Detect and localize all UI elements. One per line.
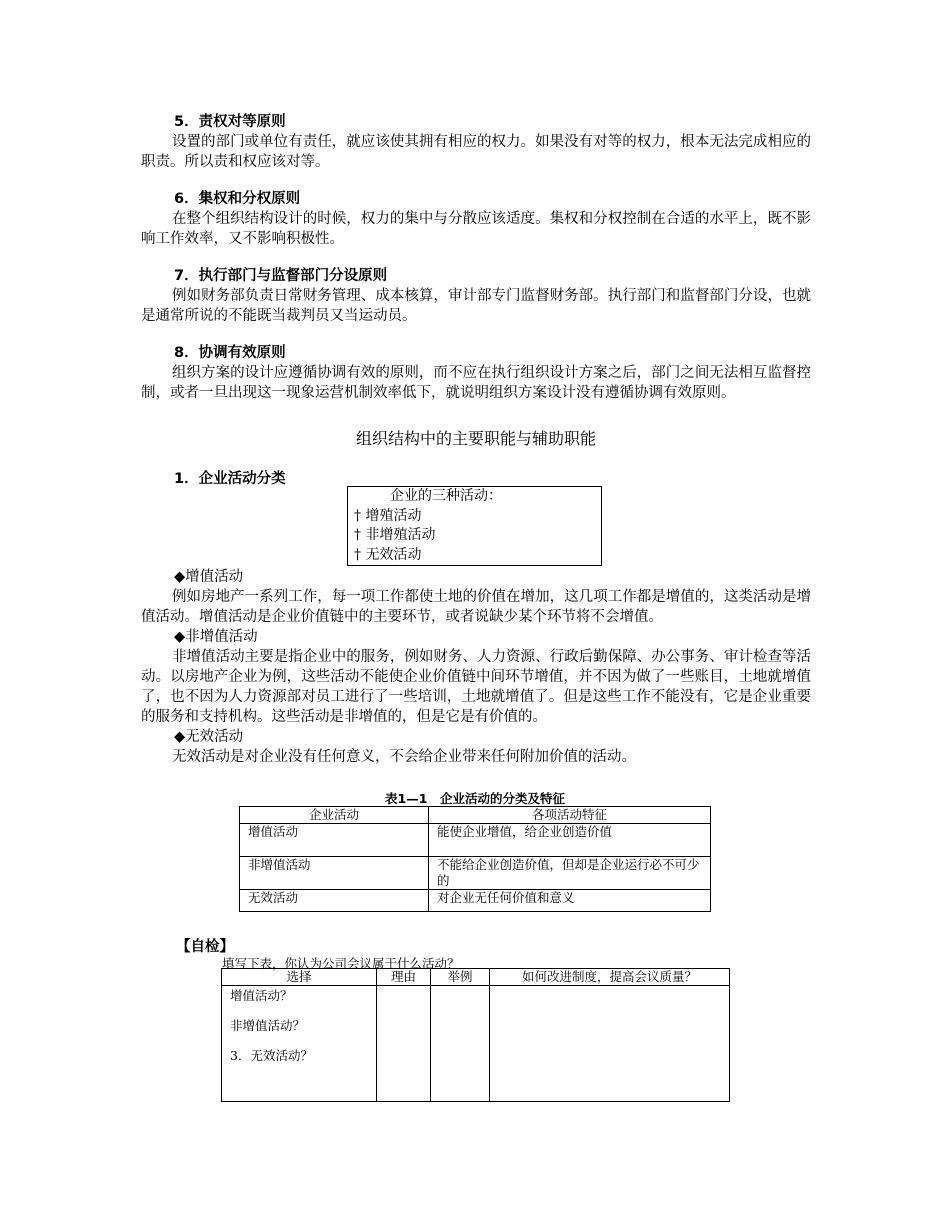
table-header-row: [240, 807, 711, 824]
activity-table: [239, 806, 711, 912]
improvement-cell[interactable]: [490, 986, 730, 1102]
table-header: 理由: [377, 969, 431, 986]
choice-cell: [222, 986, 377, 1102]
activity-body: 无效活动是对企业没有任何意义，不会给企业带来任何附加价值的活动。: [172, 749, 636, 765]
activity-title: ◆非增值活动: [174, 629, 258, 645]
table-cell: 非增值活动: [240, 857, 429, 890]
table-header: 举例: [431, 969, 490, 986]
table-row: [240, 824, 711, 857]
table-row: [240, 857, 711, 890]
section-body: 在整个组织结构设计的时候，权力的集中与分散应该适度。集权和分权控制在合适的水平上，既不影响工作效率，又不影响积极性。: [141, 211, 811, 247]
principle-5: [141, 112, 811, 172]
table-header: 各项活动特征: [429, 807, 711, 824]
activity-body: 例如房地产一系列工作，每一项工作都使土地的价值在增加，这几项工作都是增值的，这类活动是增值活动。增值活动是企业价值链中的主要环节，或者说缺少某个环节将不会增值。: [141, 589, 811, 625]
activity-title: ◆增值活动: [174, 569, 244, 585]
table-row: [222, 986, 730, 1102]
sub-heading: 1．企业活动分类: [174, 471, 286, 487]
table-row: [240, 890, 711, 912]
table-cell: 对企业无任何价值和意义: [429, 890, 711, 912]
table-header: 企业活动: [240, 807, 429, 824]
self-check-table: [221, 968, 730, 1102]
table-cell: 不能给企业创造价值，但却是企业运行必不可少的: [429, 857, 711, 890]
table-cell: 增值活动: [240, 824, 429, 857]
principle-7: [141, 266, 811, 326]
activity-descriptions: [141, 567, 811, 767]
activity-box: [347, 486, 602, 566]
reason-cell[interactable]: [377, 986, 431, 1102]
activity-box-title: 企业的三种活动：: [390, 488, 502, 504]
self-check-label: 【自检】: [176, 939, 234, 955]
section-heading: 7．执行部门与监督部门分设原则: [174, 268, 388, 284]
activity-body: 非增值活动主要是指企业中的服务，例如财务、人力资源、行政后勤保障、办公事务、审计检查等活动。以房地产企业为例，这些活动不能使企业价值链中间环节增值，并不因为做了一些账目，土地就增值了，也不因为人力资源部对员工进行了一些培训，土地就增值了。但是这些工作不能没有，它是企业重要的服务和支持机构。这些活动是非增值的，但是它是有价值的。: [141, 649, 811, 725]
self-check-prompt: 填写下表，你认为公司会议属于什么活动？: [222, 956, 460, 971]
activity-box-item: † 增殖活动: [354, 507, 422, 524]
choice-option: 增值活动？: [230, 988, 293, 1003]
activity-title: ◆无效活动: [174, 729, 244, 745]
section-body: 设置的部门或单位有责任，就应该使其拥有相应的权力。如果没有对等的权力，根本无法完成相应的职责。所以责和权应该对等。: [141, 134, 811, 170]
table-header: 选择: [222, 969, 377, 986]
example-cell[interactable]: [431, 986, 490, 1102]
table-cell: 无效活动: [240, 890, 429, 912]
choice-option: 非增值活动？: [230, 1018, 306, 1033]
principle-8: [141, 343, 811, 403]
section-body: 例如财务部负责日常财务管理、成本核算，审计部专门监督财务部。执行部门和监督部门分设，也就是通常所说的不能既当裁判员又当运动员。: [141, 288, 811, 324]
section-heading: 6．集权和分权原则: [174, 191, 301, 207]
section-heading: 5．责权对等原则: [174, 114, 286, 130]
section-heading: 8．协调有效原则: [174, 345, 286, 361]
section-body: 组织方案的设计应遵循协调有效的原则，而不应在执行组织设计方案之后，部门之间无法相互监督控制，或者一旦出现这一现象运营机制效率低下，就说明组织方案设计没有遵循协调有效原则。: [141, 365, 811, 401]
table-header: 如何改进制度，提高会议质量？: [490, 969, 730, 986]
table-caption: 表1—1 企业活动的分类及特征: [385, 791, 565, 806]
choice-option: 3．无效活动？: [230, 1048, 313, 1063]
document-page: [141, 112, 811, 403]
table-cell: 能使企业增值，给企业创造价值: [429, 824, 711, 857]
table-header-row: [222, 969, 730, 986]
principle-6: [141, 189, 811, 249]
main-title: 组织结构中的主要职能与辅助职能: [355, 429, 596, 448]
activity-box-item: † 非增殖活动: [354, 527, 436, 543]
activity-box-item: † 无效活动: [354, 546, 422, 563]
